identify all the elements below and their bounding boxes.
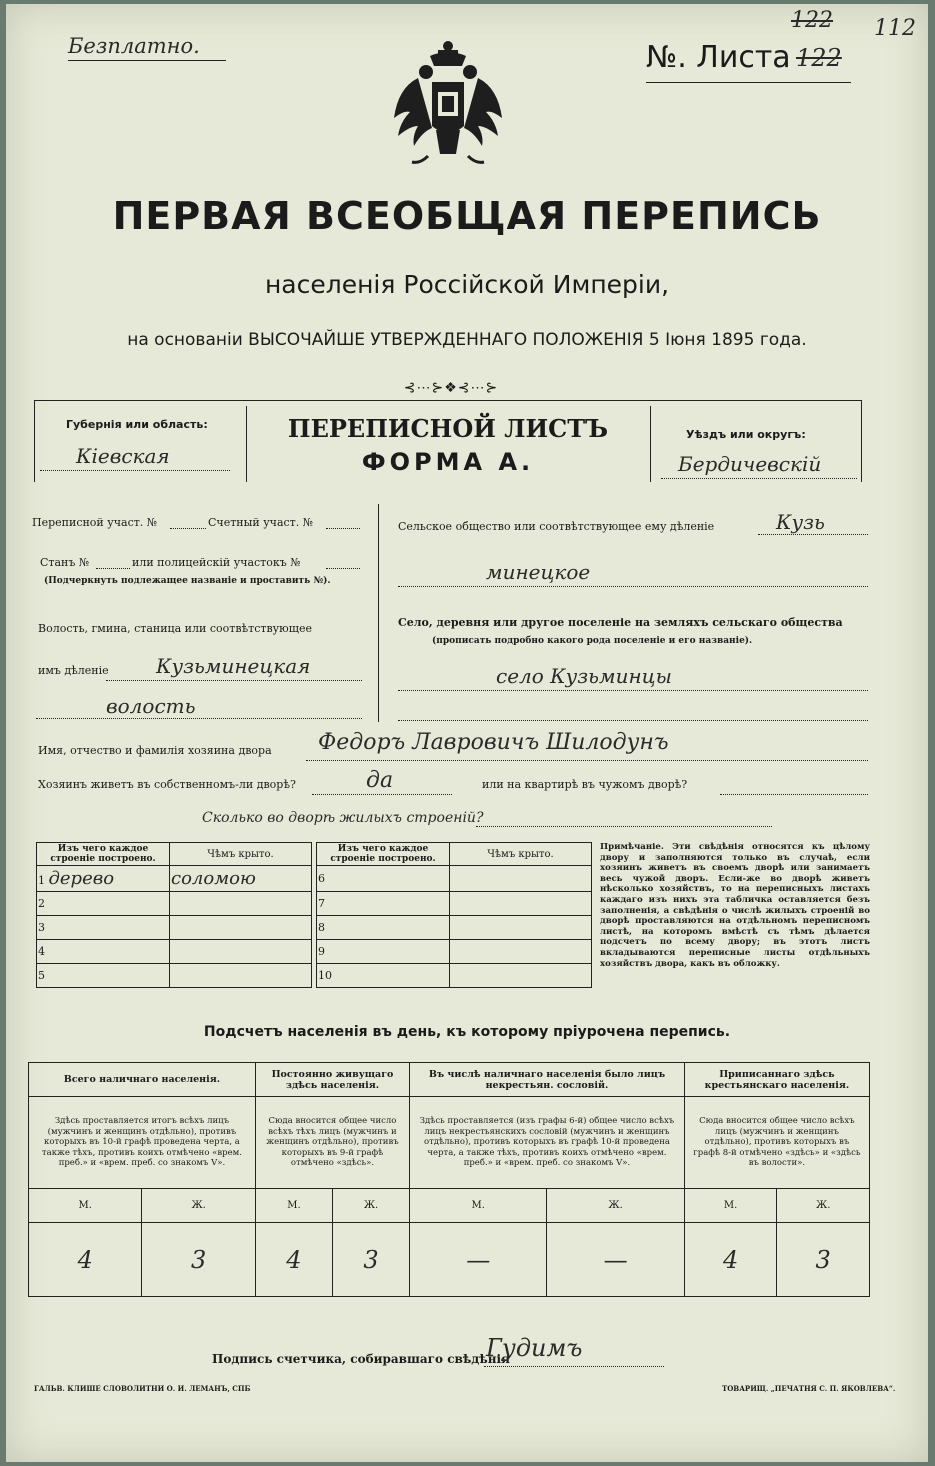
guberniya-label: Губернія или область: (66, 418, 208, 431)
form-title: ПЕРЕПИСНОЙ ЛИСТЪ (287, 414, 609, 443)
precinct-label: Переписной участ. № (32, 516, 158, 529)
roof-value: соломою (170, 866, 312, 892)
middle-divider (378, 504, 379, 722)
table-row (37, 866, 312, 892)
signature-value: Гудимъ (486, 1334, 583, 1362)
count-col-desc: Сюда вносится общее число всѣхъ тѣхъ лицъ (мужчинъ и женщинъ отдѣльно), противъ которыхъ въ 9-й графѣ отмѣчено «здѣсь». (255, 1097, 409, 1189)
ornament-divider: ⊰⋯⊱❖⊰⋯⊱ (403, 380, 499, 396)
table-row (317, 916, 592, 940)
col-roof-header: Чѣмъ крыто. (170, 843, 312, 866)
count-col-title: Всего наличнаго населенія. (29, 1063, 256, 1097)
col-material-header: Изъ чего каждое строеніе построено. (317, 843, 450, 866)
volost-label: Волость, гмина, станица или соотвѣтствующее (38, 622, 312, 635)
count-col-title: Приписаннаго здѣсь крестьянскаго населенія. (684, 1063, 869, 1097)
female-header: Ж. (777, 1189, 870, 1223)
male-count: 4 (684, 1223, 777, 1297)
male-header: М. (255, 1189, 332, 1223)
row-number: 5 (37, 964, 170, 988)
form-top-rule (34, 400, 862, 401)
volost-value-2: волость (106, 694, 196, 718)
form-letter: ФОРМА А. (361, 448, 535, 476)
row-number: 6 (317, 866, 450, 892)
society-value-2: минецкое (486, 560, 591, 584)
row-number: 3 (37, 916, 170, 940)
male-count: 4 (29, 1223, 142, 1297)
count-col-desc: Сюда вносится общее число всѣхъ лицъ (мужчинъ и женщинъ отдѣльно), противъ которыхъ въ графѣ 8-й отмѣчено «здѣсь» и «здѣсь въ волости». (684, 1097, 869, 1189)
table-row (317, 866, 592, 892)
male-header: М. (684, 1189, 777, 1223)
rent-label: или на квартирѣ въ чужомъ дворѣ? (482, 778, 688, 791)
volost-value: Кузьминецкая (156, 654, 311, 678)
female-count: 3 (332, 1223, 409, 1297)
underline-note: (Подчеркнуть подлежащее названіе и проставить №). (44, 576, 331, 586)
subtitle: населенія Россійской Имперіи, (264, 270, 670, 299)
row-number: 8 (317, 916, 450, 940)
female-count: 3 (142, 1223, 255, 1297)
female-count: 3 (777, 1223, 870, 1297)
female-header: Ж. (332, 1189, 409, 1223)
table-row (317, 964, 592, 988)
male-header: М. (29, 1189, 142, 1223)
female-count: — (547, 1223, 684, 1297)
female-header: Ж. (547, 1189, 684, 1223)
uezd-label: Уѣздъ или округъ: (686, 428, 806, 441)
col-material-header: Изъ чего каждое строеніе построено. (37, 843, 170, 866)
guberniya-value: Кіевская (76, 444, 170, 468)
table-row (37, 964, 312, 988)
count-col-desc: Здѣсь проставляется (изъ графы 6-й) общее число всѣхъ лицъ некрестьянскихъ сословій (мужчинъ и женщинъ отдѣльно), противъ которыхъ въ графѣ 10-й проведена черта, а также тѣхъ, противъ коихъ отмѣчено «врем. преб.» и «врем. преб. со знакомъ V». (410, 1097, 685, 1189)
census-form-page (6, 4, 928, 1462)
male-header: М. (410, 1189, 547, 1223)
row-number: 9 (317, 940, 450, 964)
buildings-table-right (316, 842, 592, 988)
male-count: 4 (255, 1223, 332, 1297)
population-count-table (28, 1062, 870, 1297)
row-number: 2 (37, 892, 170, 916)
table-row (37, 940, 312, 964)
sheet-number-value: 122 (796, 44, 842, 72)
row-number: 1 (38, 874, 45, 887)
stan-label: Станъ № (40, 556, 90, 569)
signature-label: Подпись счетчика, собиравшаго свѣдѣнія (212, 1352, 510, 1366)
own-yard-value: да (366, 768, 394, 793)
volost-label-2: имъ дѣленіе (38, 664, 109, 677)
archive-mark-crossed: 122 (791, 8, 833, 33)
row-number: 4 (37, 940, 170, 964)
sheet-number-label: №. Листа (646, 40, 791, 75)
own-yard-label: Хозяинъ живетъ въ собственномъ-ли дворѣ? (38, 778, 296, 791)
male-count: — (410, 1223, 547, 1297)
society-value: Кузь (776, 510, 825, 534)
buildings-label: Сколько во дворѣ жилыхъ строеній? (202, 810, 484, 826)
table-row (317, 892, 592, 916)
female-header: Ж. (142, 1189, 255, 1223)
note-text: Примѣчаніе. Эти свѣдѣнія относятся къ цѣлому двору и заполняются только въ случаѣ, если хозяинъ живетъ въ своемъ дворѣ или занимаетъ весь чужой дворъ. Если-же во дворѣ живетъ нѣсколько хозяйствъ, то на переписныхъ листахъ каждаго изъ нихъ эта табличка оставляется безъ заполненія, а свѣдѣнія о числѣ жилыхъ строеній во дворѣ проставляются на отдѣльномъ переписномъ листѣ, на которомъ вмѣстѣ съ тѣмъ дѣлается подсчетъ по всему двору; въ этотъ листъ вкладываются переписные листы отдѣльныхъ хозяйствъ двора, какъ въ обложку. (600, 842, 870, 969)
sheet-number-underline (646, 82, 851, 83)
count-col-title: Въ числѣ наличнаго населенія было лицъ некрестьян. сословій. (410, 1063, 685, 1097)
village-label: Село, деревня или другое поселеніе на земляхъ сельскаго общества (398, 616, 843, 629)
count-col-title: Постоянно живущаго здѣсь населенія. (255, 1063, 409, 1097)
printer-right: ТОВАРИЩ. „ПЕЧАТНЯ С. П. ЯКОВЛЕВА“. (722, 1384, 896, 1393)
printer-left: ГАЛЬВ. КЛИШЕ СЛОВОЛИТНИ О. И. ЛЕМАНЪ, СПБ (34, 1384, 251, 1393)
village-note: (прописать подробно какого рода поселеніе и его названіе). (432, 636, 753, 646)
village-value: село Кузьминцы (496, 664, 672, 688)
archive-mark: 112 (874, 16, 916, 41)
basis-line: на основаніи ВЫСОЧАЙШЕ УТВЕРЖДЕННАГО ПОЛОЖЕНІЯ 5 Іюня 1895 года. (127, 330, 807, 350)
double-headed-eagle-emblem (388, 38, 508, 178)
row-number: 7 (317, 892, 450, 916)
society-label: Сельское общество или соотвѣтствующее ему дѣленіе (398, 520, 715, 533)
table-row (37, 916, 312, 940)
free-underline (68, 60, 226, 61)
count-title: Подсчетъ населенія въ день, къ которому пріурочена перепись. (203, 1024, 731, 1040)
material-value: дерево (48, 868, 115, 889)
table-row (37, 892, 312, 916)
main-title: ПЕРВАЯ ВСЕОБЩАЯ ПЕРЕПИСЬ (112, 194, 822, 238)
count-col-desc: Здѣсь проставляется итогъ всѣхъ лицъ (мужчинъ и женщинъ отдѣльно), противъ которыхъ въ 10-й графѣ проведена черта, а также тѣхъ, противъ коихъ отмѣчено «врем. преб.» и «врем. преб. со знакомъ V». (29, 1097, 256, 1189)
col-roof-header: Чѣмъ крыто. (450, 843, 592, 866)
free-label: Безплатно. (68, 34, 200, 58)
row-number: 10 (317, 964, 450, 988)
owner-name-value: Федоръ Лавровичъ Шилодунъ (318, 730, 669, 755)
police-label: или полицейскій участокъ № (132, 556, 301, 569)
table-row (317, 940, 592, 964)
owner-name-label: Имя, отчество и фамилія хозяина двора (38, 744, 272, 757)
count-precinct-label: Счетный участ. № (208, 516, 314, 529)
uezd-value: Бердичевскій (678, 452, 822, 476)
buildings-table-left (36, 842, 312, 988)
